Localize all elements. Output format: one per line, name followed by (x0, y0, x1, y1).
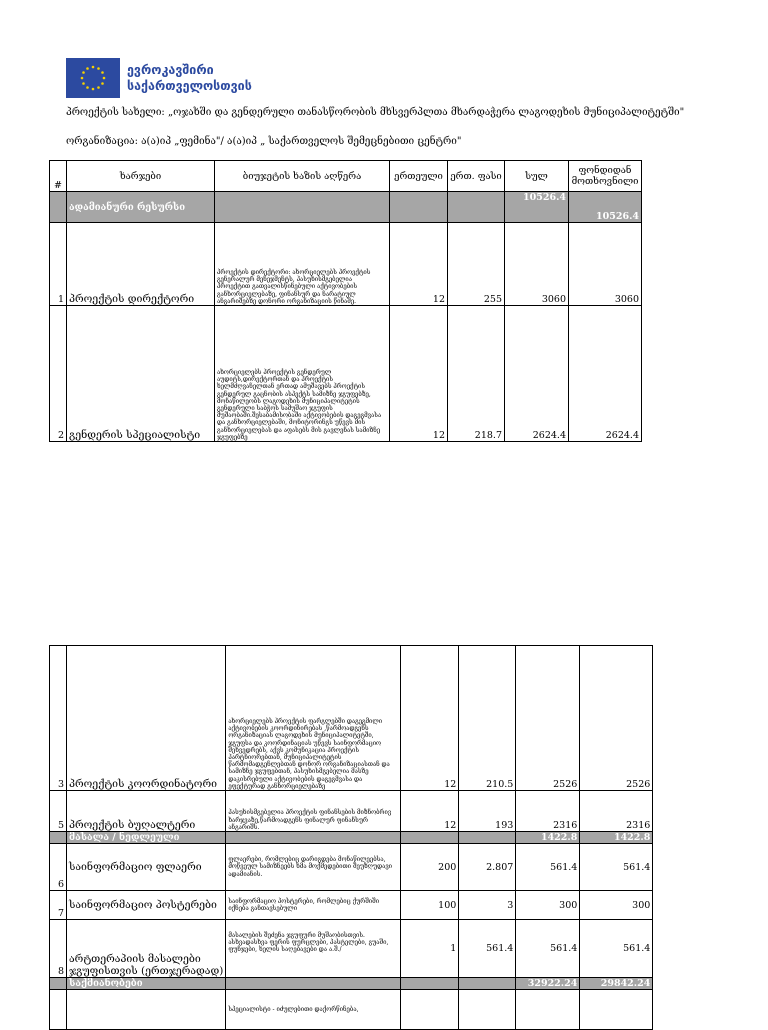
row-total: 300 (516, 891, 580, 920)
project-label: პროექტის სახელი: (66, 107, 165, 118)
row-total: 2624.4 (505, 306, 569, 442)
row-fund: 561.4 (580, 844, 653, 891)
logo-line-1: ევროკავშირი (127, 62, 214, 77)
section-fund: 1422.8 (580, 832, 653, 844)
section-fund: 29842.24 (580, 978, 653, 990)
section-name: ადამიანური რესურსი (67, 192, 215, 223)
col-from-fund-line1: ფონდიდან (578, 165, 632, 176)
col-total: სულ (505, 161, 569, 192)
table-row (50, 646, 653, 791)
row-unit: 200 (401, 844, 459, 891)
row-fund: 561.4 (580, 920, 653, 978)
section-name: მასალა / ნედლეული (67, 832, 226, 844)
col-description: ბიუჯეტის ხაზის აღწერა (215, 161, 390, 192)
row-total: 561.4 (516, 920, 580, 978)
table-row (50, 844, 653, 891)
row-name: საინფორმაციო პოსტერები (67, 891, 226, 920)
row-description: პასუხისმგებელია პროექტის ფინანსების მიზნობრივ ხარჯვაზე,წარმოადგენს ფინალურ ფინანსურ ანგარიშს. (226, 791, 401, 832)
section-total: 1422.8 (516, 832, 580, 844)
row-num: 3 (50, 646, 67, 791)
section-row-materials (50, 832, 653, 844)
row-name-line1: არტთერაპიის მასალები (69, 953, 201, 965)
row-unit-price: 2.807 (459, 844, 516, 891)
row-description: სპეციალისტი - იძულებითი დაქორწინება, (226, 990, 401, 1030)
row-num: 8 (50, 920, 67, 978)
row-unit-price: 210.5 (459, 646, 516, 791)
table-header-row (50, 161, 642, 192)
row-unit-price: 3 (459, 891, 516, 920)
row-unit: 1 (401, 920, 459, 978)
eu-flag-icon (66, 58, 120, 98)
row-fund: 2624.4 (569, 306, 642, 442)
section-fund: 10526.4 (569, 192, 642, 223)
row-unit: 12 (390, 223, 448, 306)
row-total: 561.4 (516, 844, 580, 891)
project-name-line (66, 107, 684, 118)
row-name-line2: ჯგუფისთვის (ერთჯერადად) (69, 965, 224, 977)
row-unit-price: 561.4 (459, 920, 516, 978)
row-unit-price: 218.7 (448, 306, 505, 442)
row-unit: 12 (401, 646, 459, 791)
col-from-fund-line2: მოთხოვნილი (571, 176, 639, 187)
row-name: პროექტის დირექტორი (67, 223, 215, 306)
row-fund: 2316 (580, 791, 653, 832)
row-name: გენდერის სპეციალისტი (67, 306, 215, 442)
row-name: პროექტის კოორდინატორი (67, 646, 226, 791)
budget-table-top (49, 160, 642, 442)
row-description: ახორციელებს პროექტის გენდერულ აუდიტს,დირექტორთან და პროექტის ხელმძღვანელთან ერთად ამუშავებს პროექტის გენდერულ გაცნობის ასპექტს სამიზნე ჯგუფებზე, მონაწილეობს ლაგოდეხის მუნიციპალიტეტის გენდერული საბჭოს სამუშაო ჯგუფის მუშაობაში.შესაბამისობაში აქტივობების დაგეგმვასა და განხორციელებაში, მონიტორინგს უწევს მის განხორციელებას და აფასებს მის გავლენას სამიზნე ჯგუფებზე (215, 306, 390, 442)
row-description: ახორციელებს პროექტის ფარგლებში დაგეგმილი აქტივობების კოორდინირებას ,წარმოადგენს ორგანიზაციას ლაგოდეხის მუნიციპალიტეტში, ჯგუფსა და კოორდინაციას უწევს საინფორმაციო შეხვედრებს, აქვს კომუნიკაცია პროექტის პარტნიორებთან, მუნიციპალიტეტის წარმომადგენლებთან დონორ ორგანიზაციასთან და სამიზნე ჯგუფებთან, პასუხისმგებელია მასზე დაკისრებული აქტივობების დაგეგმვასა და ეფექტურად განხორციელებაზე (226, 646, 401, 791)
row-unit-price: 255 (448, 223, 505, 306)
row-num: 1 (50, 223, 67, 306)
row-description: ფლაერები, რომლებიც დარიგდება მონაწილეებსა, მოწვეულ სამიზნეებს ხმა მოქმედებითი შეუზღუდავი ადამიანის. (226, 844, 401, 891)
organization-name: ა(ა)იპ „ფემინა"/ ა(ა)იპ „ საქართველოს შემეცნებითი ცენტრი" (141, 136, 462, 147)
table-row (50, 891, 653, 920)
section-row-human-resources (50, 192, 642, 223)
table-row (50, 791, 653, 832)
row-num: 6 (50, 844, 67, 891)
section-row-activities (50, 978, 653, 990)
project-name: „ოჯახში და გენდერული თანასწორობის მხსვერპლთა მხარდაჭერა ლაგოდეხის მუნიციპალიტეტში" (168, 107, 685, 118)
row-unit-price: 193 (459, 791, 516, 832)
organization-label: ორგანიზაცია: (66, 136, 138, 147)
col-num: # (50, 161, 67, 192)
col-unit: ერთეული (390, 161, 448, 192)
logo-text (127, 62, 252, 94)
row-num: 7 (50, 891, 67, 920)
row-description: პროექტის დირექტორი: ახორციელებს პროექტის გენერალურ მენეჯმენტს, პასუხისმგებელია პროექტით გათვალისწინებული აქტივობების განხორციელებაზე, ფინანსურ და ნარატიულ ანგარიშებზე დონორი ორგანიზაციის წინაშე. (215, 223, 390, 306)
row-fund: 2526 (580, 646, 653, 791)
section-name: საქმიანობები (67, 978, 226, 990)
logo-line-2: საქართველოსთვის (127, 78, 252, 93)
row-total: 2316 (516, 791, 580, 832)
row-unit: 12 (401, 791, 459, 832)
row-description: მასალების შეძენა ჯგუფური მუშაობისთვის. ასხვადასხვა ფერის ფურცლები, პასტელები, გუაში, ფუნჯები, ხელის საღებავები და ა.შ./ (226, 920, 401, 978)
budget-table-bottom (49, 645, 653, 1030)
row-name (67, 920, 226, 978)
row-unit: 100 (401, 891, 459, 920)
row-fund: 300 (580, 891, 653, 920)
row-total: 2526 (516, 646, 580, 791)
row-num: 2 (50, 306, 67, 442)
col-from-fund (569, 161, 642, 192)
table-row (50, 306, 642, 442)
section-total: 10526.4 (505, 192, 569, 223)
row-name: პროექტის ბუღალტერი (67, 791, 226, 832)
table-row (50, 223, 642, 306)
row-total: 3060 (505, 223, 569, 306)
row-description: საინფორმაციო პოსტერები, რომლებიც ქურშიში იქნება განთავსებული (226, 891, 401, 920)
row-unit: 12 (390, 306, 448, 442)
col-unit-price: ერთ. ფასი (448, 161, 505, 192)
row-num: 5 (50, 791, 67, 832)
eu-logo (66, 58, 256, 100)
section-total: 32922.24 (516, 978, 580, 990)
organization-line (66, 136, 461, 147)
col-expenses: ხარჯები (67, 161, 215, 192)
table-row (50, 920, 653, 978)
row-name: საინფორმაციო ფლაერი (67, 844, 226, 891)
row-fund: 3060 (569, 223, 642, 306)
